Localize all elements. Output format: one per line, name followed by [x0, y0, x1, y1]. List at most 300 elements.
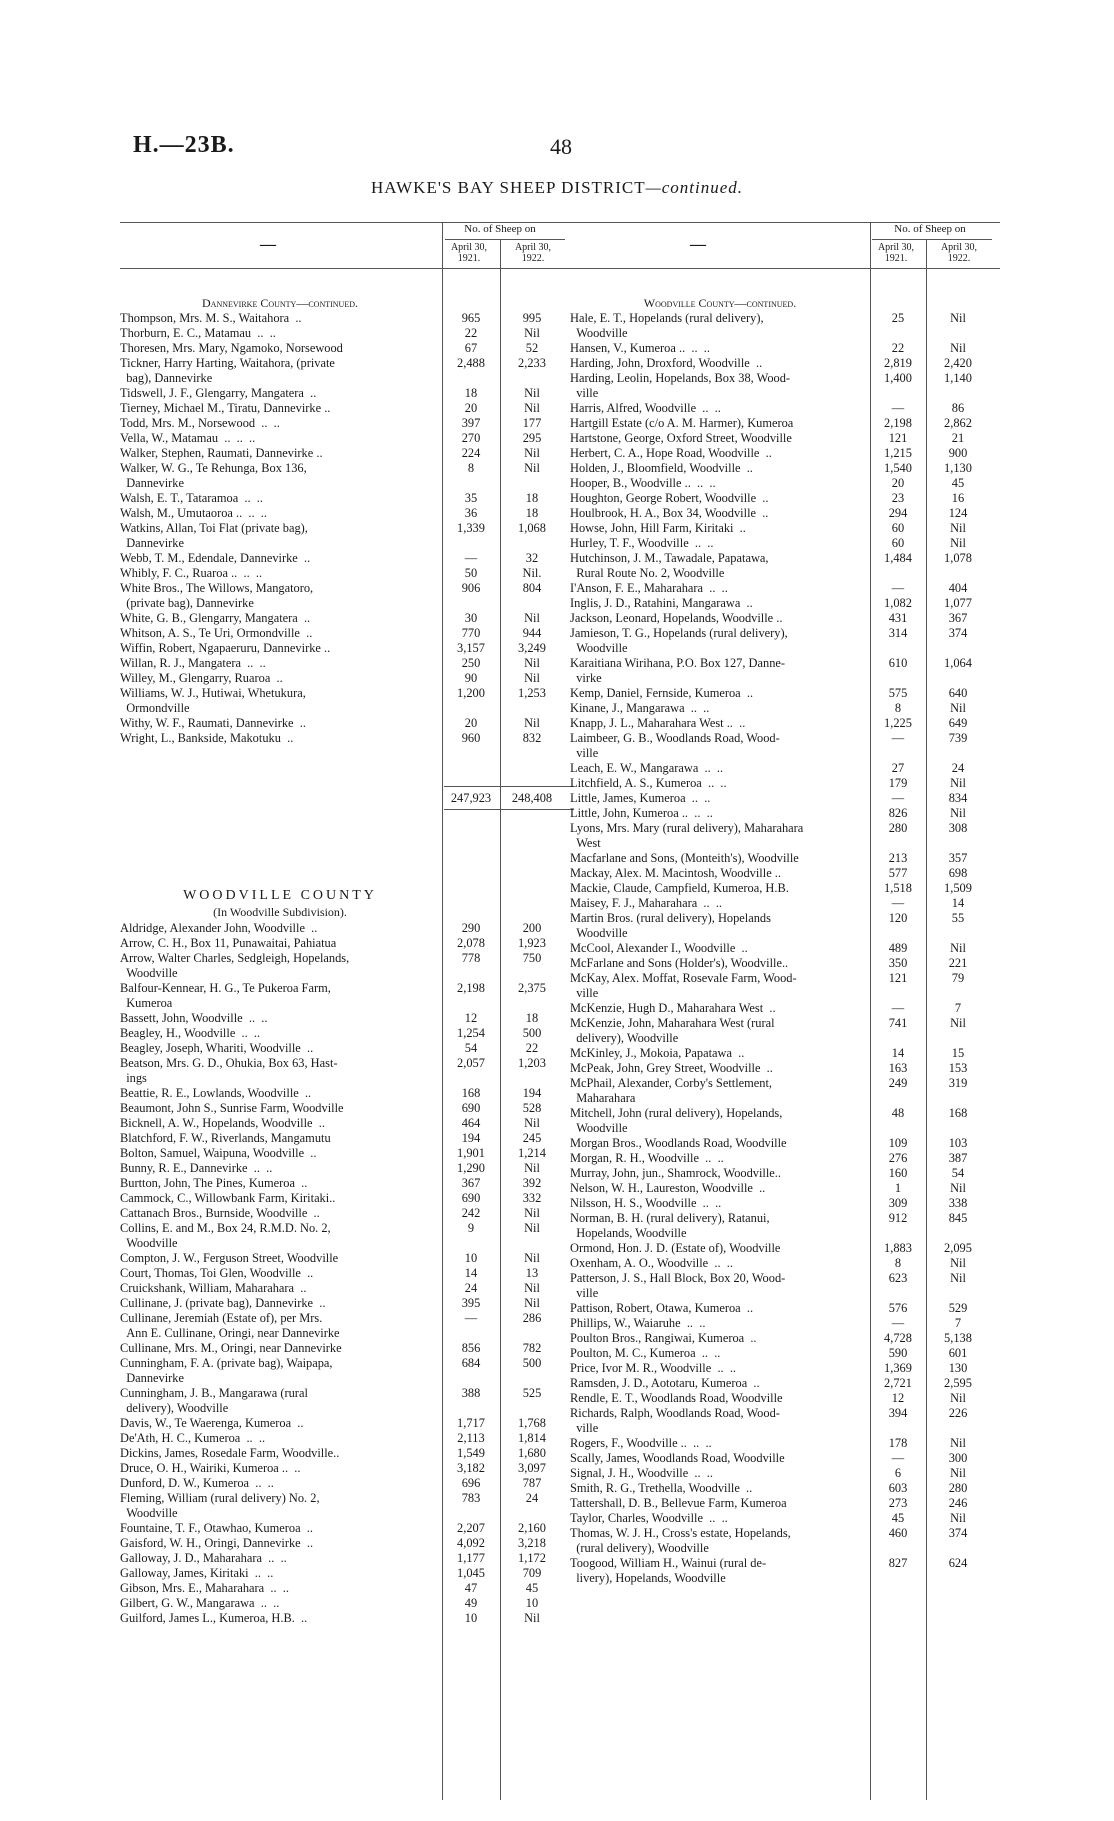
sheep-1922: 357 — [948, 851, 968, 865]
holder-name: Fleming, William (rural delivery) No. 2, — [120, 1491, 320, 1505]
table-row — [120, 1011, 562, 1026]
header-subrule — [872, 239, 992, 240]
holder-name: Mitchell, John (rural delivery), Hopelands, — [570, 1106, 783, 1120]
table-row — [120, 551, 562, 566]
holder-name: Macfarlane and Sons, (Monteith's), Woodville — [570, 851, 799, 865]
holder-name: White, G. B., Glengarry, Mangatera .. — [120, 611, 311, 625]
sheep-1921: 460 — [888, 1526, 908, 1540]
table-row — [120, 1176, 562, 1191]
sheep-1921: 35 — [464, 491, 478, 505]
holder-name: Walker, W. G., Te Rehunga, Box 136, — [120, 461, 307, 475]
sheep-1922: 2,862 — [944, 416, 972, 430]
holder-name: Rural Route No. 2, Woodville — [570, 566, 725, 580]
holder-name: Gaisford, W. H., Oringi, Dannevirke .. — [120, 1536, 314, 1550]
sheep-1921: 9 — [467, 1221, 475, 1235]
holder-name: Bassett, John, Woodville .. .. — [120, 1011, 268, 1025]
sheep-1922: 834 — [948, 791, 968, 805]
sheep-1921: — — [464, 1311, 478, 1325]
sheep-1921: 489 — [888, 941, 908, 955]
sheep-1922: 319 — [948, 1076, 968, 1090]
total-bottom-rule — [444, 809, 574, 810]
sheep-1921: 224 — [461, 446, 481, 460]
sheep-1922: Nil — [524, 671, 540, 685]
holder-name: Hansen, V., Kumeroa .. .. .. — [570, 341, 710, 355]
sheep-1922: 787 — [522, 1476, 542, 1490]
sheep-1921: 294 — [888, 506, 908, 520]
holder-name: Woodville — [120, 1506, 178, 1520]
title-main: HAWKE'S BAY SHEEP DISTRICT — [370, 178, 646, 197]
holder-name: Hartgill Estate (c/o A. M. Harmer), Kumeroa — [570, 416, 794, 430]
table-row — [120, 1206, 562, 1221]
holder-name: Houlbrook, H. A., Box 34, Woodville .. — [570, 506, 769, 520]
table-row — [120, 1536, 562, 1551]
sheep-1922: 103 — [948, 1136, 968, 1150]
sheep-1921: 4,092 — [457, 1536, 485, 1550]
holder-name: ville — [570, 986, 599, 1000]
holder-name: Ormond, Hon. J. D. (Estate of), Woodville — [570, 1241, 781, 1255]
holder-name: Gibson, Mrs. E., Maharahara .. .. — [120, 1581, 289, 1595]
sheep-1921: 464 — [461, 1116, 481, 1130]
sheep-1921: 397 — [461, 416, 481, 430]
holder-name: McCool, Alexander I., Woodville .. — [570, 941, 748, 955]
sheep-1921: 2,207 — [457, 1521, 485, 1535]
holder-name: Dickins, James, Rosedale Farm, Woodville.. — [120, 1446, 340, 1460]
sheep-1922: Nil — [524, 461, 540, 475]
table-row — [570, 1496, 988, 1511]
sheep-1921: — — [891, 791, 905, 805]
sheep-1922: 601 — [948, 1346, 968, 1360]
sheep-1922: 649 — [948, 716, 968, 730]
table-row — [120, 1086, 562, 1101]
holder-name: Vella, W., Matamau .. .. .. — [120, 431, 256, 445]
sheep-1922: Nil — [524, 1281, 540, 1295]
sheep-1921: 1,339 — [457, 521, 485, 535]
holder-name: Gilbert, G. W., Mangarawa .. .. — [120, 1596, 280, 1610]
holder-name: Dunford, D. W., Kumeroa .. .. — [120, 1476, 274, 1490]
table-row — [120, 1251, 562, 1266]
sheep-1922: 1,768 — [518, 1416, 546, 1430]
table-row — [570, 1106, 988, 1121]
holder-name: I'Anson, F. E., Maharahara .. .. — [570, 581, 728, 595]
report-reference: H.—23B. — [133, 132, 235, 158]
table-row — [120, 936, 562, 951]
holder-name: Nilsson, H. S., Woodville .. .. — [570, 1196, 722, 1210]
table-row — [570, 896, 988, 911]
holder-name: Poulton Bros., Rangiwai, Kumeroa .. — [570, 1331, 757, 1345]
table-row — [120, 1371, 562, 1386]
sheep-1921: 1,369 — [884, 1361, 912, 1375]
holder-name: Murray, John, jun., Shamrock, Woodville.. — [570, 1166, 781, 1180]
sheep-1922: 286 — [522, 1311, 542, 1325]
table-row — [570, 1436, 988, 1451]
total-row — [120, 791, 575, 806]
holder-name: (rural delivery), Woodville — [570, 1541, 709, 1555]
holder-name: Smith, R. G., Trethella, Woodville .. — [570, 1481, 753, 1495]
table-row — [120, 1266, 562, 1281]
table-row — [120, 1281, 562, 1296]
holder-name: Poulton, M. C., Kumeroa .. .. — [570, 1346, 721, 1360]
holder-name: Webb, T. M., Edendale, Dannevirke .. — [120, 551, 311, 565]
holder-name: Little, John, Kumeroa .. .. .. — [570, 806, 713, 820]
sheep-1921: 273 — [888, 1496, 908, 1510]
sheep-1921: 431 — [888, 611, 908, 625]
sheep-1922: 130 — [948, 1361, 968, 1375]
sheep-1921: 6 — [894, 1466, 902, 1480]
sheep-1921: 47 — [464, 1581, 478, 1595]
table-row — [120, 1161, 562, 1176]
holder-name: delivery), Woodville — [570, 1031, 679, 1045]
header-no-of-sheep: No. of Sheep on — [464, 223, 536, 235]
sheep-1922: 14 — [951, 896, 965, 910]
holder-name: Hale, E. T., Hopelands (rural delivery), — [570, 311, 764, 325]
holder-name: Compton, J. W., Ferguson Street, Woodville — [120, 1251, 339, 1265]
col-1922-date: April 30, — [940, 242, 978, 253]
holder-name: Fountaine, T. F., Otawhao, Kumeroa .. — [120, 1521, 313, 1535]
table-row — [570, 1241, 988, 1256]
table-row — [120, 1146, 562, 1161]
sheep-1922: Nil — [950, 941, 966, 955]
section-heading-woodville-continued — [570, 296, 870, 311]
sheep-1921: 575 — [888, 686, 908, 700]
holder-name: Rendle, E. T., Woodlands Road, Woodville — [570, 1391, 783, 1405]
total-1922: 248,408 — [511, 791, 553, 805]
sheep-1922: Nil — [950, 776, 966, 790]
holder-name: ings — [120, 1071, 147, 1085]
holder-name: Davis, W., Te Waerenga, Kumeroa .. — [120, 1416, 304, 1430]
table-row — [570, 746, 988, 761]
sheep-1922: 1,130 — [944, 461, 972, 475]
table-row — [570, 356, 988, 371]
sheep-1921: 178 — [888, 1436, 908, 1450]
sheep-1921: 276 — [888, 1151, 908, 1165]
table-row — [570, 611, 988, 626]
holder-name: McKinley, J., Mokoia, Papatawa .. — [570, 1046, 745, 1060]
sheep-1921: 314 — [888, 626, 908, 640]
sheep-1921: 1,717 — [457, 1416, 485, 1430]
table-row — [120, 431, 562, 446]
holder-name: Woodville — [570, 326, 628, 340]
sheep-1922: Nil — [950, 1511, 966, 1525]
table-row — [570, 971, 988, 986]
section-heading-dannevirke — [120, 296, 440, 311]
col-1921-year: 1921. — [457, 253, 481, 264]
table-row — [570, 866, 988, 881]
table-row — [570, 1271, 988, 1286]
sheep-1922: 7 — [954, 1001, 962, 1015]
holder-name: (private bag), Dannevirke — [120, 596, 254, 610]
sheep-1922: 280 — [948, 1481, 968, 1495]
holder-name: White Bros., The Willows, Mangatoro, — [120, 581, 314, 595]
page-number: 48 — [550, 134, 572, 159]
holder-name: Thoresen, Mrs. Mary, Ngamoko, Norsewood — [120, 341, 343, 355]
holder-name: Cullinane, Jeremiah (Estate of), per Mrs. — [120, 1311, 323, 1325]
sheep-1922: 52 — [525, 341, 539, 355]
table-row — [120, 1356, 562, 1371]
holder-name: McPhail, Alexander, Corby's Settlement, — [570, 1076, 773, 1090]
table-row — [570, 1316, 988, 1331]
sheep-1922: Nil — [524, 1611, 540, 1625]
table-row — [570, 1511, 988, 1526]
table-row — [570, 371, 988, 386]
holder-name: Phillips, W., Waiaruhe .. .. — [570, 1316, 706, 1330]
sheep-1922: 392 — [522, 1176, 542, 1190]
sheep-1922: 1,077 — [944, 596, 972, 610]
sheep-1921: 168 — [461, 1086, 481, 1100]
sheep-1921: 827 — [888, 1556, 908, 1570]
sheep-1922: 338 — [948, 1196, 968, 1210]
holder-name: Thomas, W. J. H., Cross's estate, Hopelands, — [570, 1526, 791, 1540]
sheep-1921: 290 — [461, 921, 481, 935]
holder-name: ville — [570, 1421, 599, 1435]
table-row — [570, 986, 988, 1001]
table-row — [120, 1056, 562, 1071]
sheep-1921: 3,157 — [457, 641, 485, 655]
table-row — [570, 326, 988, 341]
sheep-1921: — — [891, 1001, 905, 1015]
holder-name: Blatchford, F. W., Riverlands, Mangamutu — [120, 1131, 331, 1145]
sheep-1922: 86 — [951, 401, 965, 415]
sheep-1921: 684 — [461, 1356, 481, 1370]
sheep-1922: 2,375 — [518, 981, 546, 995]
table-row — [570, 626, 988, 641]
sheep-1922: 168 — [948, 1106, 968, 1120]
sheep-1922: 500 — [522, 1026, 542, 1040]
title-continued: —continued. — [645, 178, 744, 197]
header-subrule — [445, 239, 565, 240]
header-dash: — — [690, 236, 706, 253]
table-row — [120, 1236, 562, 1251]
sheep-1921: 22 — [464, 326, 478, 340]
sheep-1921: 826 — [888, 806, 908, 820]
sheep-1922: 3,249 — [518, 641, 546, 655]
sheep-1921: 280 — [888, 821, 908, 835]
table-row — [120, 1101, 562, 1116]
sheep-1922: Nil — [524, 1161, 540, 1175]
table-row — [120, 611, 562, 626]
table-row — [120, 476, 562, 491]
header-col-1922 — [502, 242, 564, 264]
holder-name: Dannevirke — [120, 1371, 184, 1385]
holder-name: Lyons, Mrs. Mary (rural delivery), Maharahara — [570, 821, 804, 835]
table-row — [570, 941, 988, 956]
holder-name: Mackay, Alex. M. Macintosh, Woodville .. — [570, 866, 781, 880]
table-row — [120, 716, 562, 731]
holder-name: Todd, Mrs. M., Norsewood .. .. — [120, 416, 280, 430]
sheep-1922: 624 — [948, 1556, 968, 1570]
header-bottom-rule — [570, 268, 1000, 269]
holder-name: Jackson, Leonard, Hopelands, Woodville .. — [570, 611, 783, 625]
sheep-1922: Nil — [524, 386, 540, 400]
sheep-1922: Nil — [950, 536, 966, 550]
sheep-1921: 194 — [461, 1131, 481, 1145]
header-col-1921 — [438, 242, 500, 264]
sheep-1922: Nil — [950, 311, 966, 325]
table-row — [570, 716, 988, 731]
holder-name: Cunningham, F. A. (private bag), Waipapa, — [120, 1356, 333, 1370]
sheep-1921: 8 — [894, 701, 902, 715]
sheep-1921: — — [464, 551, 478, 565]
table-row — [120, 1131, 562, 1146]
sheep-1921: 20 — [891, 476, 905, 490]
table-row — [570, 671, 988, 686]
sheep-1921: 45 — [891, 1511, 905, 1525]
holder-name: Cunningham, J. B., Mangarawa (rural — [120, 1386, 308, 1400]
holder-name: Walsh, E. T., Tataramoa .. .. — [120, 491, 263, 505]
holder-name: virke — [570, 671, 602, 685]
holder-name: Harding, Leolin, Hopelands, Box 38, Wood- — [570, 371, 791, 385]
table-row — [570, 761, 988, 776]
holder-name: Bolton, Samuel, Waipuna, Woodville .. — [120, 1146, 317, 1160]
table-row — [120, 326, 562, 341]
table-row — [570, 1031, 988, 1046]
sheep-1921: 90 — [464, 671, 478, 685]
holder-name: ville — [570, 386, 599, 400]
holder-name: Woodville — [120, 966, 178, 980]
holder-name: Kumeroa — [120, 996, 173, 1010]
holder-name: Wiffin, Robert, Ngapaeruru, Dannevirke .. — [120, 641, 331, 655]
sheep-1921: — — [891, 896, 905, 910]
sheep-1921: 10 — [464, 1611, 478, 1625]
table-row — [120, 1326, 562, 1341]
sheep-1921: 610 — [888, 656, 908, 670]
holder-name: Beattie, R. E., Lowlands, Woodville .. — [120, 1086, 312, 1100]
sheep-1921: 179 — [888, 776, 908, 790]
sheep-1922: Nil — [524, 1296, 540, 1310]
sheep-1922: Nil — [524, 611, 540, 625]
sheep-1922: 45 — [951, 476, 965, 490]
sheep-1921: 590 — [888, 1346, 908, 1360]
holder-name: Thorburn, E. C., Matamau .. .. — [120, 326, 276, 340]
sheep-1921: 3,182 — [457, 1461, 485, 1475]
table-row — [570, 401, 988, 416]
sheep-1922: Nil — [950, 1271, 966, 1285]
holder-name: West — [570, 836, 601, 850]
table-row — [120, 311, 562, 326]
sheep-1921: — — [891, 1316, 905, 1330]
table-row — [570, 881, 988, 896]
holder-name: Norman, B. H. (rural delivery), Ratanui, — [570, 1211, 770, 1225]
table-row — [570, 911, 988, 926]
sheep-1921: 2,078 — [457, 936, 485, 950]
sheep-1921: 1,540 — [884, 461, 912, 475]
holder-name: Holden, J., Bloomfield, Woodville .. — [570, 461, 753, 475]
holder-name: Oxenham, A. O., Woodville .. .. — [570, 1256, 733, 1270]
section-label: Dannevirke County—continued. — [202, 296, 358, 310]
sheep-1922: 528 — [522, 1101, 542, 1115]
sheep-1921: 395 — [461, 1296, 481, 1310]
sheep-1921: 4,728 — [884, 1331, 912, 1345]
sheep-1921: 160 — [888, 1166, 908, 1180]
table-row — [120, 996, 562, 1011]
sheep-1921: — — [891, 401, 905, 415]
sheep-1921: 741 — [888, 1016, 908, 1030]
holder-name: Galloway, J. D., Maharahara .. .. — [120, 1551, 287, 1565]
holder-name: Laimbeer, G. B., Woodlands Road, Wood- — [570, 731, 780, 745]
sheep-1922: 7 — [954, 1316, 962, 1330]
table-row — [120, 1401, 562, 1416]
sheep-1922: 640 — [948, 686, 968, 700]
holder-name: Cullinane, J. (private bag), Dannevirke .. — [120, 1296, 326, 1310]
table-row — [570, 851, 988, 866]
sheep-1922: 1,140 — [944, 371, 972, 385]
sheep-1922: 200 — [522, 921, 542, 935]
sheep-1922: 194 — [522, 1086, 542, 1100]
holder-name: Karaitiana Wirihana, P.O. Box 127, Danne- — [570, 656, 786, 670]
holder-name: Houghton, George Robert, Woodville .. — [570, 491, 769, 505]
table-row — [570, 1391, 988, 1406]
table-row — [570, 1121, 988, 1136]
sheep-1921: — — [891, 581, 905, 595]
sheep-1921: 8 — [894, 1256, 902, 1270]
sheep-1921: 27 — [891, 761, 905, 775]
table-row — [570, 1151, 988, 1166]
header-no-of-sheep: No. of Sheep on — [894, 223, 966, 235]
sheep-1922: Nil — [950, 341, 966, 355]
table-row — [570, 1556, 988, 1571]
table-row — [570, 1286, 988, 1301]
sheep-1922: 295 — [522, 431, 542, 445]
sheep-1922: 387 — [948, 1151, 968, 1165]
sheep-1922: 1,078 — [944, 551, 972, 565]
table-row — [120, 596, 562, 611]
sheep-1921: 2,819 — [884, 356, 912, 370]
holder-name: Willan, R. J., Mangatera .. .. — [120, 656, 266, 670]
sheep-1922: 782 — [522, 1341, 542, 1355]
holder-name: Hutchinson, J. M., Tawadale, Papatawa, — [570, 551, 769, 565]
sheep-1922: 32 — [525, 551, 539, 565]
sheep-1922: Nil — [950, 1256, 966, 1270]
holder-name: Howse, John, Hill Farm, Kiritaki .. — [570, 521, 746, 535]
sheep-1922: 995 — [522, 311, 542, 325]
holder-name: Rogers, F., Woodville .. .. .. — [570, 1436, 712, 1450]
sheep-1921: 270 — [461, 431, 481, 445]
sheep-1921: 14 — [891, 1046, 905, 1060]
sheep-1922: 2,160 — [518, 1521, 546, 1535]
holder-name: Maisey, F. J., Maharahara .. .. — [570, 896, 723, 910]
sheep-1921: 577 — [888, 866, 908, 880]
table-row — [120, 1071, 562, 1086]
table-row — [120, 701, 562, 716]
sheep-1922: 1,253 — [518, 686, 546, 700]
sheep-1921: 965 — [461, 311, 481, 325]
table-row — [120, 1296, 562, 1311]
table-row — [120, 356, 562, 371]
table-row — [120, 1521, 562, 1536]
sheep-1922: 1,214 — [518, 1146, 546, 1160]
sheep-1921: 388 — [461, 1386, 481, 1400]
sheep-1921: 10 — [464, 1251, 478, 1265]
sheep-1921: 1,400 — [884, 371, 912, 385]
sheep-1922: 24 — [525, 1491, 539, 1505]
table-row — [570, 656, 988, 671]
holder-name: McFarlane and Sons (Holder's), Woodville.. — [570, 956, 789, 970]
table-row — [570, 536, 988, 551]
holder-name: Litchfield, A. S., Kumeroa .. .. — [570, 776, 727, 790]
sheep-1921: 12 — [464, 1011, 478, 1025]
holder-name: McPeak, John, Grey Street, Woodville .. — [570, 1061, 773, 1075]
table-row — [570, 1091, 988, 1106]
sheep-1922: Nil — [950, 1181, 966, 1195]
sheep-1922: 15 — [951, 1046, 965, 1060]
sheep-1922: 124 — [948, 506, 968, 520]
sheep-1922: 374 — [948, 1526, 968, 1540]
table-row — [120, 1431, 562, 1446]
holder-name: Richards, Ralph, Woodlands Road, Wood- — [570, 1406, 780, 1420]
table-row — [570, 686, 988, 701]
sheep-1922: 2,095 — [944, 1241, 972, 1255]
sheep-1921: 22 — [891, 341, 905, 355]
sheep-1922: 1,172 — [518, 1551, 546, 1565]
